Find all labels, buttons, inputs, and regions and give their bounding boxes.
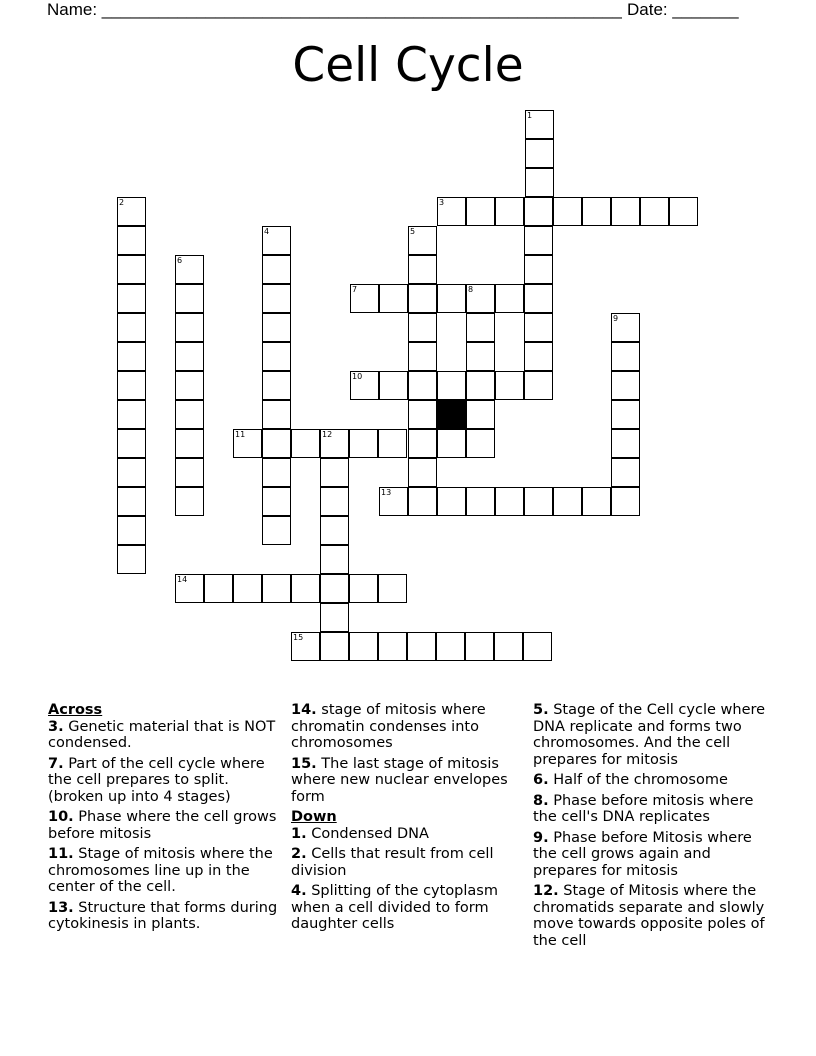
crossword-cell[interactable] [378,632,407,661]
cell-number: 10 [352,372,363,381]
crossword-cell[interactable] [291,429,320,458]
crossword-cell[interactable] [553,197,582,226]
cell-number: 14 [177,575,188,584]
clue-number: 5. [533,702,549,718]
clue-item [48,900,283,933]
clues-column-3 [533,702,773,953]
cell-number: 13 [381,488,392,497]
clue-item [291,702,526,752]
crossword-cell[interactable] [175,342,204,371]
crossword-cell[interactable] [175,371,204,400]
crossword-cell[interactable] [262,487,291,516]
cell-number: 1 [527,111,533,120]
crossword-cell[interactable] [117,516,146,545]
crossword-cell[interactable] [262,255,291,284]
crossword-cell[interactable] [611,429,640,458]
cell-number: 4 [264,227,270,236]
crossword-cell[interactable] [379,487,408,516]
crossword-cell[interactable] [466,429,495,458]
crossword-cell[interactable] [175,313,204,342]
crossword-cell[interactable] [437,429,466,458]
crossword-cell[interactable] [320,603,349,632]
crossword-cell[interactable] [262,458,291,487]
crossword-cell[interactable] [611,371,640,400]
crossword-cell[interactable] [262,429,291,458]
crossword-cell[interactable] [175,255,204,284]
crossword-cell[interactable] [349,429,378,458]
crossword-cell[interactable] [466,313,495,342]
name-field: Name: _______________________________________________________ [47,0,622,19]
cell-number: 5 [410,227,416,236]
crossword-cell[interactable] [117,313,146,342]
crossword-cell[interactable] [466,342,495,371]
clue-text: Condensed DNA [306,825,429,842]
crossword-cell[interactable] [175,284,204,313]
crossword-cell[interactable] [117,226,146,255]
crossword-cell[interactable] [291,632,320,661]
clue-item [533,772,773,789]
crossword-cell[interactable] [408,400,437,429]
crossword-cell[interactable] [233,429,262,458]
crossword-cell[interactable] [524,313,553,342]
crossword-cell[interactable] [640,197,669,226]
crossword-cell[interactable] [611,342,640,371]
crossword-cell[interactable] [669,197,698,226]
crossword-cell[interactable] [524,255,553,284]
clue-text: The last stage of mitosis where new nuclear envelopes form [291,755,508,805]
crossword-cell[interactable] [524,342,553,371]
crossword-cell[interactable] [320,458,349,487]
clue-item [533,883,773,949]
crossword-cell[interactable] [291,574,320,603]
down-heading: Down [291,809,337,825]
crossword-cell[interactable] [437,487,466,516]
crossword-cell[interactable] [117,545,146,574]
clue-text: stage of mitosis where chromatin condenses into chromosomes [291,702,486,751]
page-title: Cell Cycle [292,38,524,93]
crossword-cell[interactable] [175,400,204,429]
clue-item [291,883,526,933]
crossword-cell[interactable] [524,487,553,516]
cell-number: 7 [352,285,358,294]
clue-item [533,793,773,826]
crossword-cell[interactable] [407,632,436,661]
clue-text: Phase before mitosis where the cell's DNA replicates [533,792,754,825]
crossword-cell[interactable] [524,197,553,226]
crossword-cell[interactable] [524,226,553,255]
crossword-cell[interactable] [495,284,524,313]
crossword-cell[interactable] [466,487,495,516]
clue-text: Stage of the Cell cycle where DNA replicate and forms two chromosomes. And the cell prepares for mitosis [533,702,766,768]
crossword-cell[interactable] [408,284,437,313]
clue-number: 8. [533,792,549,809]
clue-item [291,846,526,879]
blocked-cell [437,400,466,429]
crossword-cell[interactable] [582,197,611,226]
clue-item [533,702,773,768]
crossword-cell[interactable] [466,197,495,226]
cell-number: 3 [439,198,445,207]
date-field: Date: _______ [627,0,739,19]
cell-number: 12 [322,430,333,439]
crossword-cell[interactable] [495,371,524,400]
crossword-cell[interactable] [466,284,495,313]
crossword-cell[interactable] [378,574,407,603]
crossword-cell[interactable] [524,284,553,313]
across-heading: Across [48,702,103,718]
crossword-cell[interactable] [320,545,349,574]
clue-item [291,756,526,806]
down-clue-list [291,826,526,933]
clue-text: Phase before Mitosis where the cell grows again and prepares for mitosis [533,829,752,879]
cell-number: 8 [468,285,474,294]
clue-number: 7. [48,755,64,772]
clue-number: 6. [533,772,549,788]
cell-number: 9 [613,314,619,323]
crossword-cell[interactable] [117,342,146,371]
clue-text: Genetic material that is NOT condensed. [48,718,276,751]
clue-item [533,830,773,880]
clue-number: 2. [291,846,307,862]
crossword-cell[interactable] [408,226,437,255]
crossword-cell[interactable] [379,284,408,313]
clue-text: Stage of mitosis where the chromosomes line up in the center of the cell. [48,846,273,895]
crossword-cell[interactable] [320,632,349,661]
crossword-cell[interactable] [611,400,640,429]
crossword-cell[interactable] [523,632,552,661]
crossword-cell[interactable] [611,458,640,487]
crossword-cell[interactable] [117,284,146,313]
crossword-cell[interactable] [204,574,233,603]
clue-text: Half of the chromosome [548,772,728,788]
crossword-cell[interactable] [175,487,204,516]
crossword-cell[interactable] [350,284,379,313]
crossword-cell[interactable] [525,168,554,197]
crossword-cell[interactable] [262,516,291,545]
clue-text: Stage of Mitosis where the chromatids separate and slowly move towards opposite poles of the cell [533,883,765,949]
clue-item [48,809,283,842]
crossword-cell[interactable] [437,371,466,400]
crossword-cell[interactable] [437,197,466,226]
crossword-cell[interactable] [262,574,291,603]
clue-item [291,826,526,843]
cell-number: 6 [177,256,183,265]
clue-text: Splitting of the cytoplasm when a cell divided to form daughter cells [291,883,498,932]
crossword-cell[interactable] [465,632,494,661]
clue-number: 11. [48,846,74,862]
crossword-cell[interactable] [262,371,291,400]
crossword-cell[interactable] [379,371,408,400]
crossword-cell[interactable] [262,313,291,342]
crossword-cell[interactable] [175,458,204,487]
crossword-cell[interactable] [320,574,349,603]
crossword-cell[interactable] [466,371,495,400]
crossword-cell[interactable] [611,313,640,342]
clue-number: 4. [291,883,307,899]
crossword-cell[interactable] [233,574,262,603]
crossword-cell[interactable] [408,342,437,371]
crossword-cell[interactable] [175,429,204,458]
crossword-cell[interactable] [117,371,146,400]
crossword-cell[interactable] [320,487,349,516]
crossword-cell[interactable] [320,429,349,458]
crossword-cell[interactable] [611,487,640,516]
cell-number: 15 [293,633,304,642]
clue-number: 1. [291,825,307,842]
crossword-cell[interactable] [378,429,407,458]
crossword-cell[interactable] [262,400,291,429]
crossword-cell[interactable] [408,458,437,487]
crossword-cell[interactable] [553,487,582,516]
crossword-cell[interactable] [408,429,437,458]
crossword-cell[interactable] [524,371,553,400]
crossword-cell[interactable] [495,197,524,226]
crossword-cell[interactable] [582,487,611,516]
crossword-cell[interactable] [175,574,204,603]
clue-number: 13. [48,899,74,916]
crossword-cell[interactable] [466,400,495,429]
down-clue-list-continued [533,702,773,949]
clues-column-1 [48,702,283,937]
crossword-cell[interactable] [262,342,291,371]
crossword-cell[interactable] [611,197,640,226]
clue-text: Part of the cell cycle where the cell prepares to split. (broken up into 4 stages) [48,755,265,805]
clues-column-2 [291,702,526,937]
crossword-cell[interactable] [436,632,465,661]
crossword-cell[interactable] [525,139,554,168]
clue-number: 10. [48,809,74,825]
cell-number: 11 [235,430,246,439]
crossword-cell[interactable] [262,226,291,255]
crossword-cell[interactable] [117,400,146,429]
crossword-cell[interactable] [495,487,524,516]
clue-number: 15. [291,755,317,772]
clue-item [48,719,283,752]
across-clue-list-continued [291,702,526,805]
clue-text: Phase where the cell grows before mitosis [48,809,277,842]
clue-number: 9. [533,829,549,846]
crossword-cell[interactable] [117,429,146,458]
crossword-cell[interactable] [408,313,437,342]
crossword-cell[interactable] [349,632,378,661]
cell-number: 2 [119,198,125,207]
crossword-cell[interactable] [117,458,146,487]
clue-number: 14. [291,702,317,718]
crossword-cell[interactable] [262,284,291,313]
crossword-cell[interactable] [408,371,437,400]
clue-number: 12. [533,883,559,899]
clue-text: Cells that result from cell division [291,846,494,879]
crossword-cell[interactable] [117,487,146,516]
clue-item [48,846,283,896]
crossword-cell[interactable] [320,516,349,545]
crossword-cell[interactable] [350,371,379,400]
clue-text: Structure that forms during cytokinesis in plants. [48,899,278,932]
crossword-cell[interactable] [408,255,437,284]
crossword-cell[interactable] [408,487,437,516]
crossword-cell[interactable] [494,632,523,661]
crossword-cell[interactable] [349,574,378,603]
clue-item [48,756,283,806]
crossword-cell[interactable] [117,255,146,284]
clue-number: 3. [48,718,64,735]
crossword-cell[interactable] [525,110,554,139]
across-clue-list [48,719,283,933]
crossword-cell[interactable] [437,284,466,313]
crossword-cell[interactable] [117,197,146,226]
